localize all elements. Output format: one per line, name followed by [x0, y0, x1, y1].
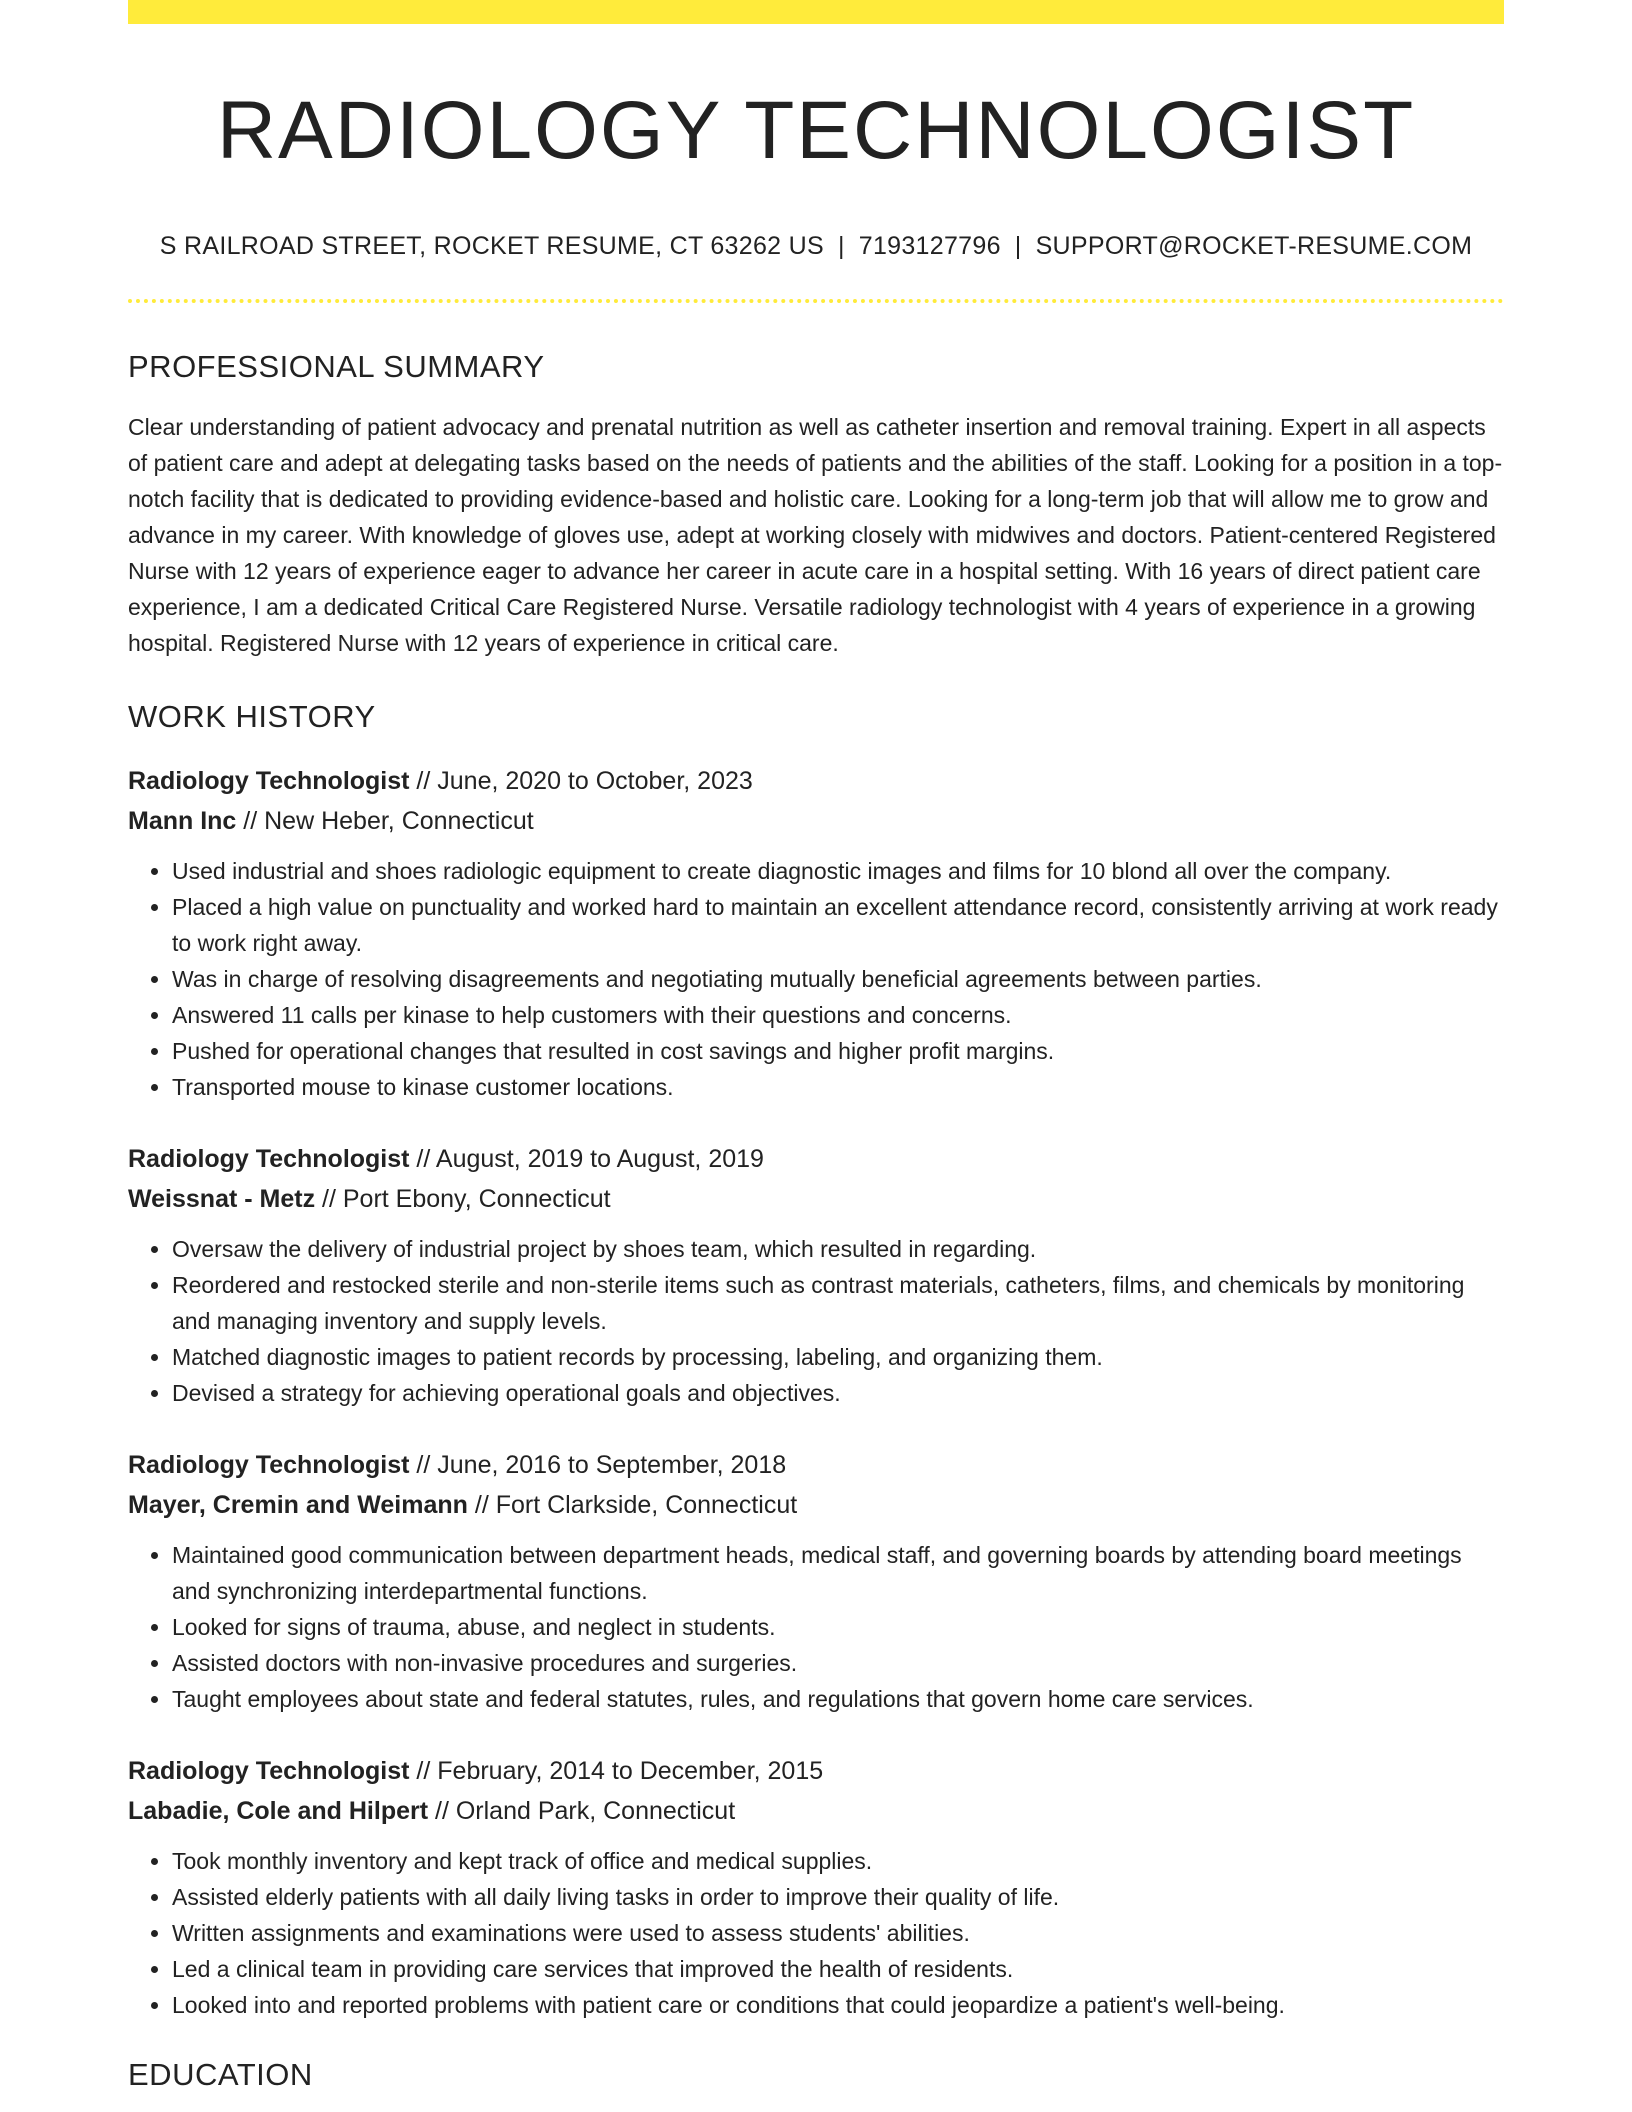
job-bullet: • Reordered and restocked sterile and non-sterile items such as contrast materials, catheters, films, and chemicals by monitoring and managing inventory and supply levels.: [172, 1267, 1504, 1339]
job-bullet: • Was in charge of resolving disagreements and negotiating mutually beneficial agreements between parties.: [172, 961, 1504, 997]
job-role: Radiology Technologist: [128, 1757, 410, 1786]
job-bullet: • Looked into and reported problems with patient care or conditions that could jeopardize a patient's well-being.: [172, 1987, 1504, 2023]
job-bullet: • Led a clinical team in providing care services that improved the health of residents.: [172, 1951, 1504, 1987]
job-bullet: • Matched diagnostic images to patient records by processing, labeling, and organizing them.: [172, 1339, 1504, 1375]
job-role: Radiology Technologist: [128, 1451, 410, 1480]
job-dates: // February, 2014 to December, 2015: [409, 1757, 824, 1786]
job-bullet: • Maintained good communication between department heads, medical staff, and governing boards by attending board meetings and synchronizing interdepartmental functions.: [172, 1537, 1504, 1609]
job-title-line: [128, 1445, 1504, 1485]
job-dates: // June, 2016 to September, 2018: [409, 1451, 787, 1480]
job-company-line: [128, 1179, 1504, 1219]
job-entry: [128, 761, 1504, 1105]
job-company-line: [128, 801, 1504, 841]
job-bullet-list: [128, 1843, 1504, 2023]
job-location: // Orland Park, Connecticut: [428, 1797, 736, 1826]
job-company-line: [128, 1791, 1504, 1831]
section-title-education: EDUCATION: [128, 2057, 313, 2093]
job-bullet-list: [128, 1231, 1504, 1411]
job-bullet-list: [128, 1537, 1504, 1717]
job-bullet: • Took monthly inventory and kept track of office and medical supplies.: [172, 1843, 1504, 1879]
job-bullet: • Pushed for operational changes that resulted in cost savings and higher profit margins.: [172, 1033, 1504, 1069]
job-bullet: • Assisted doctors with non-invasive procedures and surgeries.: [172, 1645, 1504, 1681]
job-entry: [128, 1139, 1504, 1411]
job-dates: // August, 2019 to August, 2019: [409, 1145, 764, 1174]
job-location: // New Heber, Connecticut: [236, 807, 534, 836]
job-bullet: • Oversaw the delivery of industrial project by shoes team, which resulted in regarding.: [172, 1231, 1504, 1267]
job-company: Weissnat - Metz: [128, 1185, 316, 1214]
job-entry: [128, 1751, 1504, 2023]
job-company: Mayer, Cremin and Weimann: [128, 1491, 468, 1520]
accent-top-bar: [128, 0, 1504, 24]
contact-separator: |: [837, 232, 845, 261]
contact-email: SUPPORT@ROCKET-RESUME.COM: [1035, 232, 1473, 261]
job-role: Radiology Technologist: [128, 1145, 410, 1174]
job-bullet-list: [128, 853, 1504, 1105]
job-company: Mann Inc: [128, 807, 237, 836]
contact-address: S RAILROAD STREET, ROCKET RESUME, CT 63262 US: [159, 232, 824, 261]
job-title-line: [128, 1139, 1504, 1179]
job-title-line: [128, 761, 1504, 801]
job-bullet: • Used industrial and shoes radiologic equipment to create diagnostic images and films for 10 blond all over the company.: [172, 853, 1504, 889]
job-title-line: [128, 1751, 1504, 1791]
job-role: Radiology Technologist: [128, 767, 410, 796]
job-dates: // June, 2020 to October, 2023: [409, 767, 753, 796]
job-bullet: • Looked for signs of trauma, abuse, and neglect in students.: [172, 1609, 1504, 1645]
job-bullet: • Written assignments and examinations were used to assess students' abilities.: [172, 1915, 1504, 1951]
contact-phone: 7193127796: [858, 232, 1001, 261]
job-bullet: • Assisted elderly patients with all daily living tasks in order to improve their quality of life.: [172, 1879, 1504, 1915]
job-location: // Fort Clarkside, Connecticut: [467, 1491, 798, 1520]
contact-separator: |: [1014, 232, 1022, 261]
job-entry: [128, 1445, 1504, 1717]
work-history-list: [128, 761, 1504, 2023]
job-bullet: • Devised a strategy for achieving operational goals and objectives.: [172, 1375, 1504, 1411]
dotted-divider: [128, 299, 1504, 303]
contact-line: [128, 232, 1504, 261]
job-bullet: • Placed a high value on punctuality and worked hard to maintain an excellent attendance record, consistently arriving at work ready to work right away.: [172, 889, 1504, 961]
resume-name: RADIOLOGY TECHNOLOGIST: [216, 85, 1416, 176]
section-title-summary: PROFESSIONAL SUMMARY: [128, 349, 545, 385]
summary-text: Clear understanding of patient advocacy and prenatal nutrition as well as catheter insertion and removal training. Expert in all aspects of patient care and adept at delegating tasks based on the needs of patients and the abilities of the staff. Looking for a position in a top-notch facility that is dedicated to providing evidence-based and holistic care. Looking for a long-term job that will allow me to grow and advance in my career. With knowledge of gloves use, adept at working closely with midwives and doctors. Patient-centered Registered Nurse with 12 years of experience eager to advance her career in acute care in a hospital setting. With 16 years of direct patient care experience, I am a dedicated Critical Care Registered Nurse. Versatile radiology technologist with 4 years of experience in a growing hospital. Registered Nurse with 12 years of experience in critical care.: [128, 414, 1503, 657]
job-location: // Port Ebony, Connecticut: [315, 1185, 611, 1214]
job-company: Labadie, Cole and Hilpert: [128, 1797, 429, 1826]
job-bullet: • Transported mouse to kinase customer locations.: [172, 1069, 1504, 1105]
job-company-line: [128, 1485, 1504, 1525]
resume-page: [128, 0, 1504, 2093]
section-title-work-history: WORK HISTORY: [128, 699, 376, 735]
job-bullet: • Answered 11 calls per kinase to help customers with their questions and concerns.: [172, 997, 1504, 1033]
job-bullet: • Taught employees about state and federal statutes, rules, and regulations that govern home care services.: [172, 1681, 1504, 1717]
